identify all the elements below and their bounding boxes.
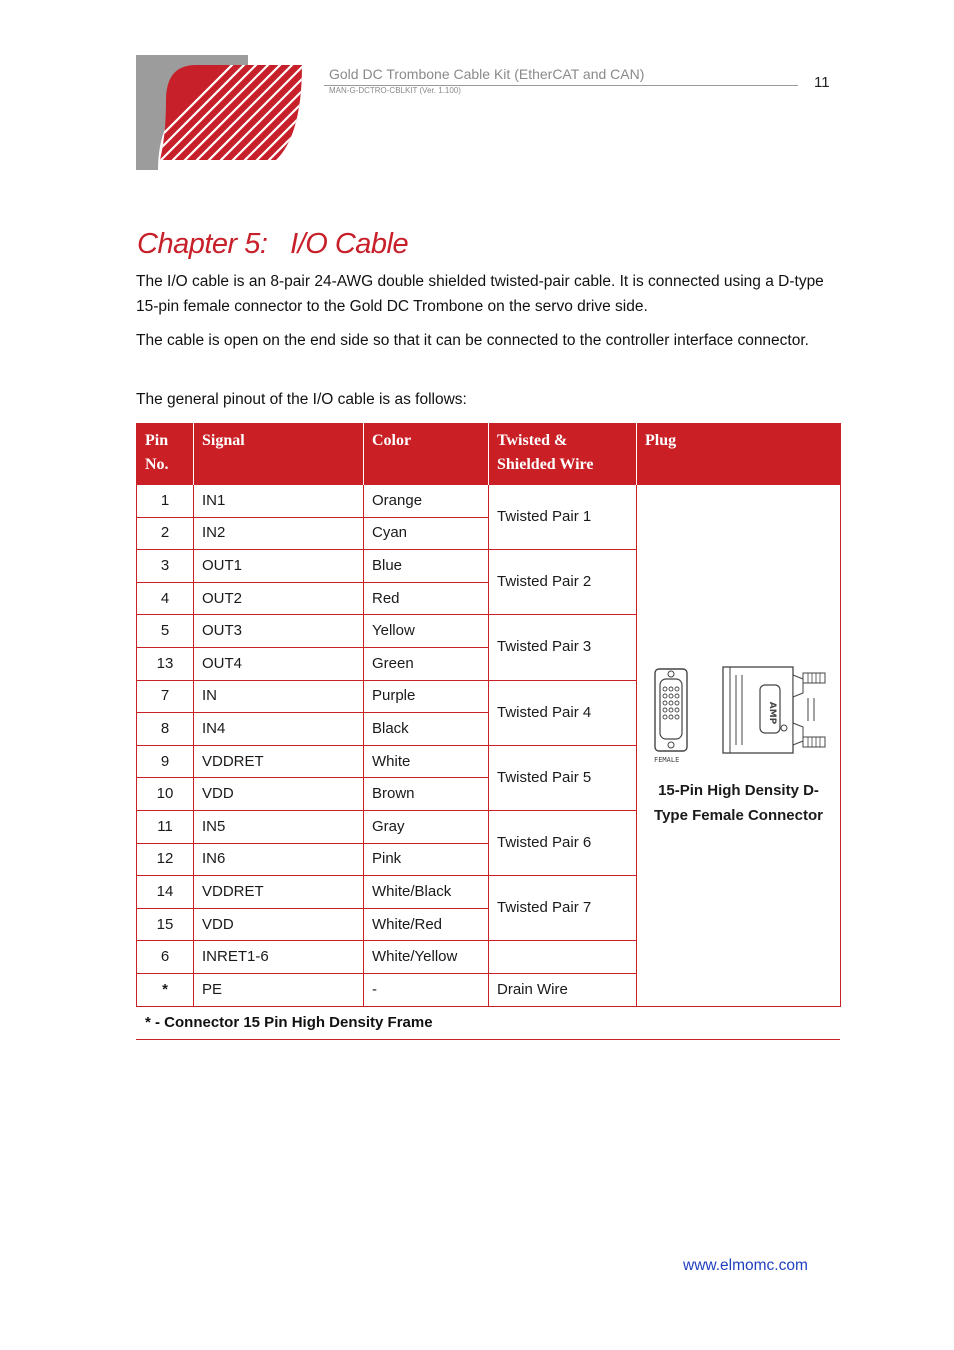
elmo-logo-icon (136, 55, 320, 170)
pair-cell: Twisted Pair 2 (489, 550, 637, 615)
signal-cell: OUT3 (194, 615, 364, 648)
pin-cell: 12 (137, 843, 194, 876)
signal-cell: IN1 (194, 485, 364, 518)
pair-cell: Twisted Pair 5 (489, 745, 637, 810)
header-pin: Pin No. (137, 423, 194, 485)
header-twisted: Twisted & Shielded Wire (489, 423, 637, 485)
color-cell: Red (364, 582, 489, 615)
pin-cell: 14 (137, 876, 194, 909)
pin-cell: 8 (137, 713, 194, 746)
color-cell: Orange (364, 485, 489, 518)
pin-cell: 11 (137, 810, 194, 843)
table-footnote: * - Connector 15 Pin High Density Frame (145, 1014, 433, 1031)
signal-cell: VDDRET (194, 745, 364, 778)
signal-cell: IN5 (194, 810, 364, 843)
pair-cell: Twisted Pair 4 (489, 680, 637, 745)
signal-cell: IN (194, 680, 364, 713)
color-cell: Purple (364, 680, 489, 713)
table-header-row (137, 423, 841, 485)
signal-cell: VDD (194, 778, 364, 811)
pin-cell: 2 (137, 517, 194, 550)
color-cell: Yellow (364, 615, 489, 648)
pin-cell: 3 (137, 550, 194, 583)
signal-cell: VDDRET (194, 876, 364, 909)
svg-text:AMP: AMP (766, 701, 777, 725)
footnote-rule (136, 1039, 840, 1040)
header-plug: Plug (637, 423, 841, 485)
signal-cell: OUT1 (194, 550, 364, 583)
pair-cell: Twisted Pair 6 (489, 810, 637, 875)
pinout-table (136, 423, 841, 1007)
pin-cell: 4 (137, 582, 194, 615)
color-cell: Green (364, 647, 489, 680)
plug-cell (637, 485, 841, 1007)
pin-cell: 5 (137, 615, 194, 648)
pair-cell: Twisted Pair 3 (489, 615, 637, 680)
pin-cell: 10 (137, 778, 194, 811)
color-cell: Pink (364, 843, 489, 876)
signal-cell: IN4 (194, 713, 364, 746)
pin-cell: 9 (137, 745, 194, 778)
signal-cell: IN6 (194, 843, 364, 876)
pair-cell: Twisted Pair 1 (489, 485, 637, 550)
signal-cell: OUT2 (194, 582, 364, 615)
color-cell: Black (364, 713, 489, 746)
signal-cell: OUT4 (194, 647, 364, 680)
pair-cell: Twisted Pair 7 (489, 876, 637, 941)
document-code: MAN-G-DCTRO-CBLKIT (Ver. 1.100) (329, 86, 461, 95)
pair-cell-empty (489, 941, 637, 974)
page-number: 11 (814, 74, 830, 91)
pin-cell: * (137, 973, 194, 1006)
color-cell: White/Yellow (364, 941, 489, 974)
signal-cell: INRET1-6 (194, 941, 364, 974)
header-color: Color (364, 423, 489, 485)
svg-text:FEMALE: FEMALE (653, 755, 679, 764)
signal-cell: VDD (194, 908, 364, 941)
document-title: Gold DC Trombone Cable Kit (EtherCAT and CAN) (329, 66, 645, 82)
color-cell: Brown (364, 778, 489, 811)
color-cell: White/Black (364, 876, 489, 909)
color-cell: Blue (364, 550, 489, 583)
header-signal: Signal (194, 423, 364, 485)
color-cell: White (364, 745, 489, 778)
color-cell: - (364, 973, 489, 1006)
drain-cell: Drain Wire (489, 973, 637, 1006)
open-end-paragraph: The cable is open on the end side so that it can be connected to the controller interface connector. (136, 332, 809, 349)
color-cell: Gray (364, 810, 489, 843)
intro-paragraph: The I/O cable is an 8-pair 24-AWG double shielded twisted-pair cable. It is connected using a D-type 15-pin female connector to the Gold DC Trombone on the servo drive side. (136, 273, 824, 315)
d-sub-connector-icon (648, 663, 830, 765)
connector-image (645, 663, 832, 770)
website-link[interactable]: www.elmomc.com (683, 1257, 808, 1274)
signal-cell: IN2 (194, 517, 364, 550)
pin-cell: 1 (137, 485, 194, 518)
plug-label: 15-Pin High Density D-Type Female Connector (654, 781, 823, 824)
color-cell: White/Red (364, 908, 489, 941)
signal-cell: PE (194, 973, 364, 1006)
pin-cell: 6 (137, 941, 194, 974)
color-cell: Cyan (364, 517, 489, 550)
pin-cell: 7 (137, 680, 194, 713)
chapter-title: Chapter 5: I/O Cable (137, 228, 409, 260)
table-row (137, 485, 841, 518)
pin-cell: 13 (137, 647, 194, 680)
pin-cell: 15 (137, 908, 194, 941)
pinout-intro-paragraph: The general pinout of the I/O cable is as follows: (136, 391, 467, 408)
